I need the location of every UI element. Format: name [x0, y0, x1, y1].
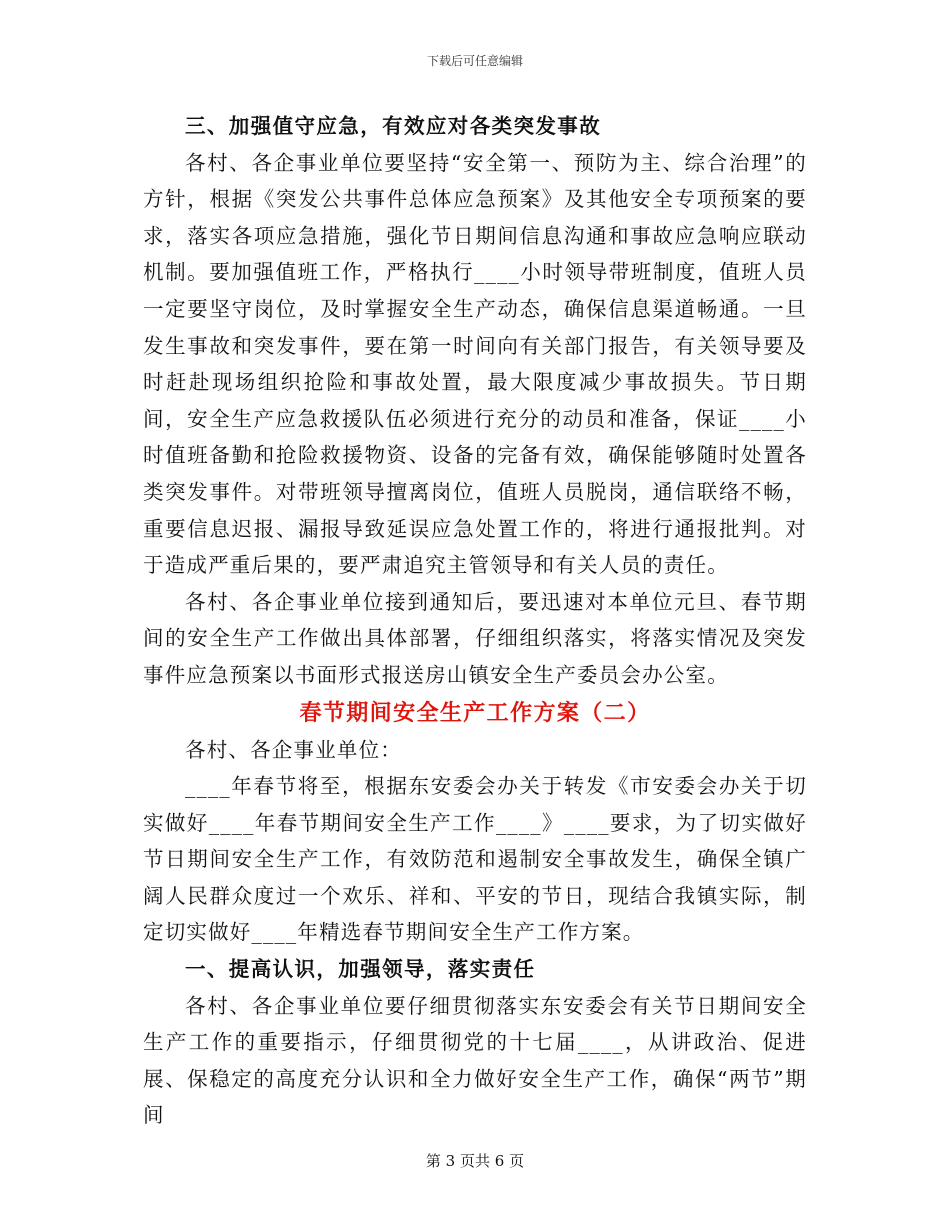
- paragraph-awareness: 各村、各企事业单位要仔细贯彻落实东安委会有关节日期间安全生产工作的重要指示，仔细贯彻党的十七届____，从讲政治、促进展、保稳定的高度充分认识和全力做好安全生产工作，确保“两节”期间: [143, 993, 807, 1128]
- paragraph-salutation: 各村、各企事业单位：: [185, 737, 402, 762]
- page-header-note: 下载后可任意编辑: [426, 54, 523, 68]
- section-heading-3: 三、加强值守应急，有效应对各类突发事故: [185, 114, 602, 138]
- document-body: [143, 108, 807, 1134]
- paragraph-emergency-duty: 各村、各企事业单位要坚持“安全第一、预防为主、综合治理”的方针，根据《突发公共事件总体应急预案》及其他安全专项预案的要求，落实各项应急措施，强化节日期间信息沟通和事故应急响应联动机制。要加强值班工作，严格执行____小时领导带班制度，值班人员一定要坚守岗位，及时掌握安全生产动态，确保信息渠道畅通。一旦发生事故和突发事件，要在第一时间向有关部门报告，有关领导要及时赶赴现场组织抢险和事故处置，最大限度减少事故损失。节日期间，安全生产应急救援队伍必须进行充分的动员和准备，保证____小时值班备勤和抢险救援物资、设备的完备有效，确保能够随时处置各类突发事件。对带班领导擅离岗位，值班人员脱岗，通信联络不畅，重要信息迟报、漏报导致延误应急处置工作的，将进行通报批判。对于造成严重后果的，要严肃追究主管领导和有关人员的责任。: [143, 150, 807, 578]
- section-heading-1: 一、提高认识，加强领导，落实责任: [185, 957, 536, 982]
- document-title: 春节期间安全生产工作方案（二）: [299, 699, 651, 726]
- paragraph-deployment-notice: 各村、各企事业单位接到通知后，要迅速对本单位元旦、春节期间的安全生产工作做出具体部署，仔细组织落实，将落实情况及突发事件应急预案以书面形式报送房山镇安全生产委员会办公室。: [143, 589, 807, 687]
- paragraph-intro: ____年春节将至，根据东安委会办关于转发《市安委会办关于切实做好____年春节期间安全生产工作____》____要求，为了切实做好节日期间安全生产工作，有效防范和遏制安全事故发生，确保全镇广阔人民群众度过一个欢乐、祥和、平安的节日，现结合我镇实际，制定切实做好____年精选春节期间安全生产工作方案。: [143, 774, 807, 945]
- page-number-footer: 第 3 页共 6 页: [425, 1152, 525, 1170]
